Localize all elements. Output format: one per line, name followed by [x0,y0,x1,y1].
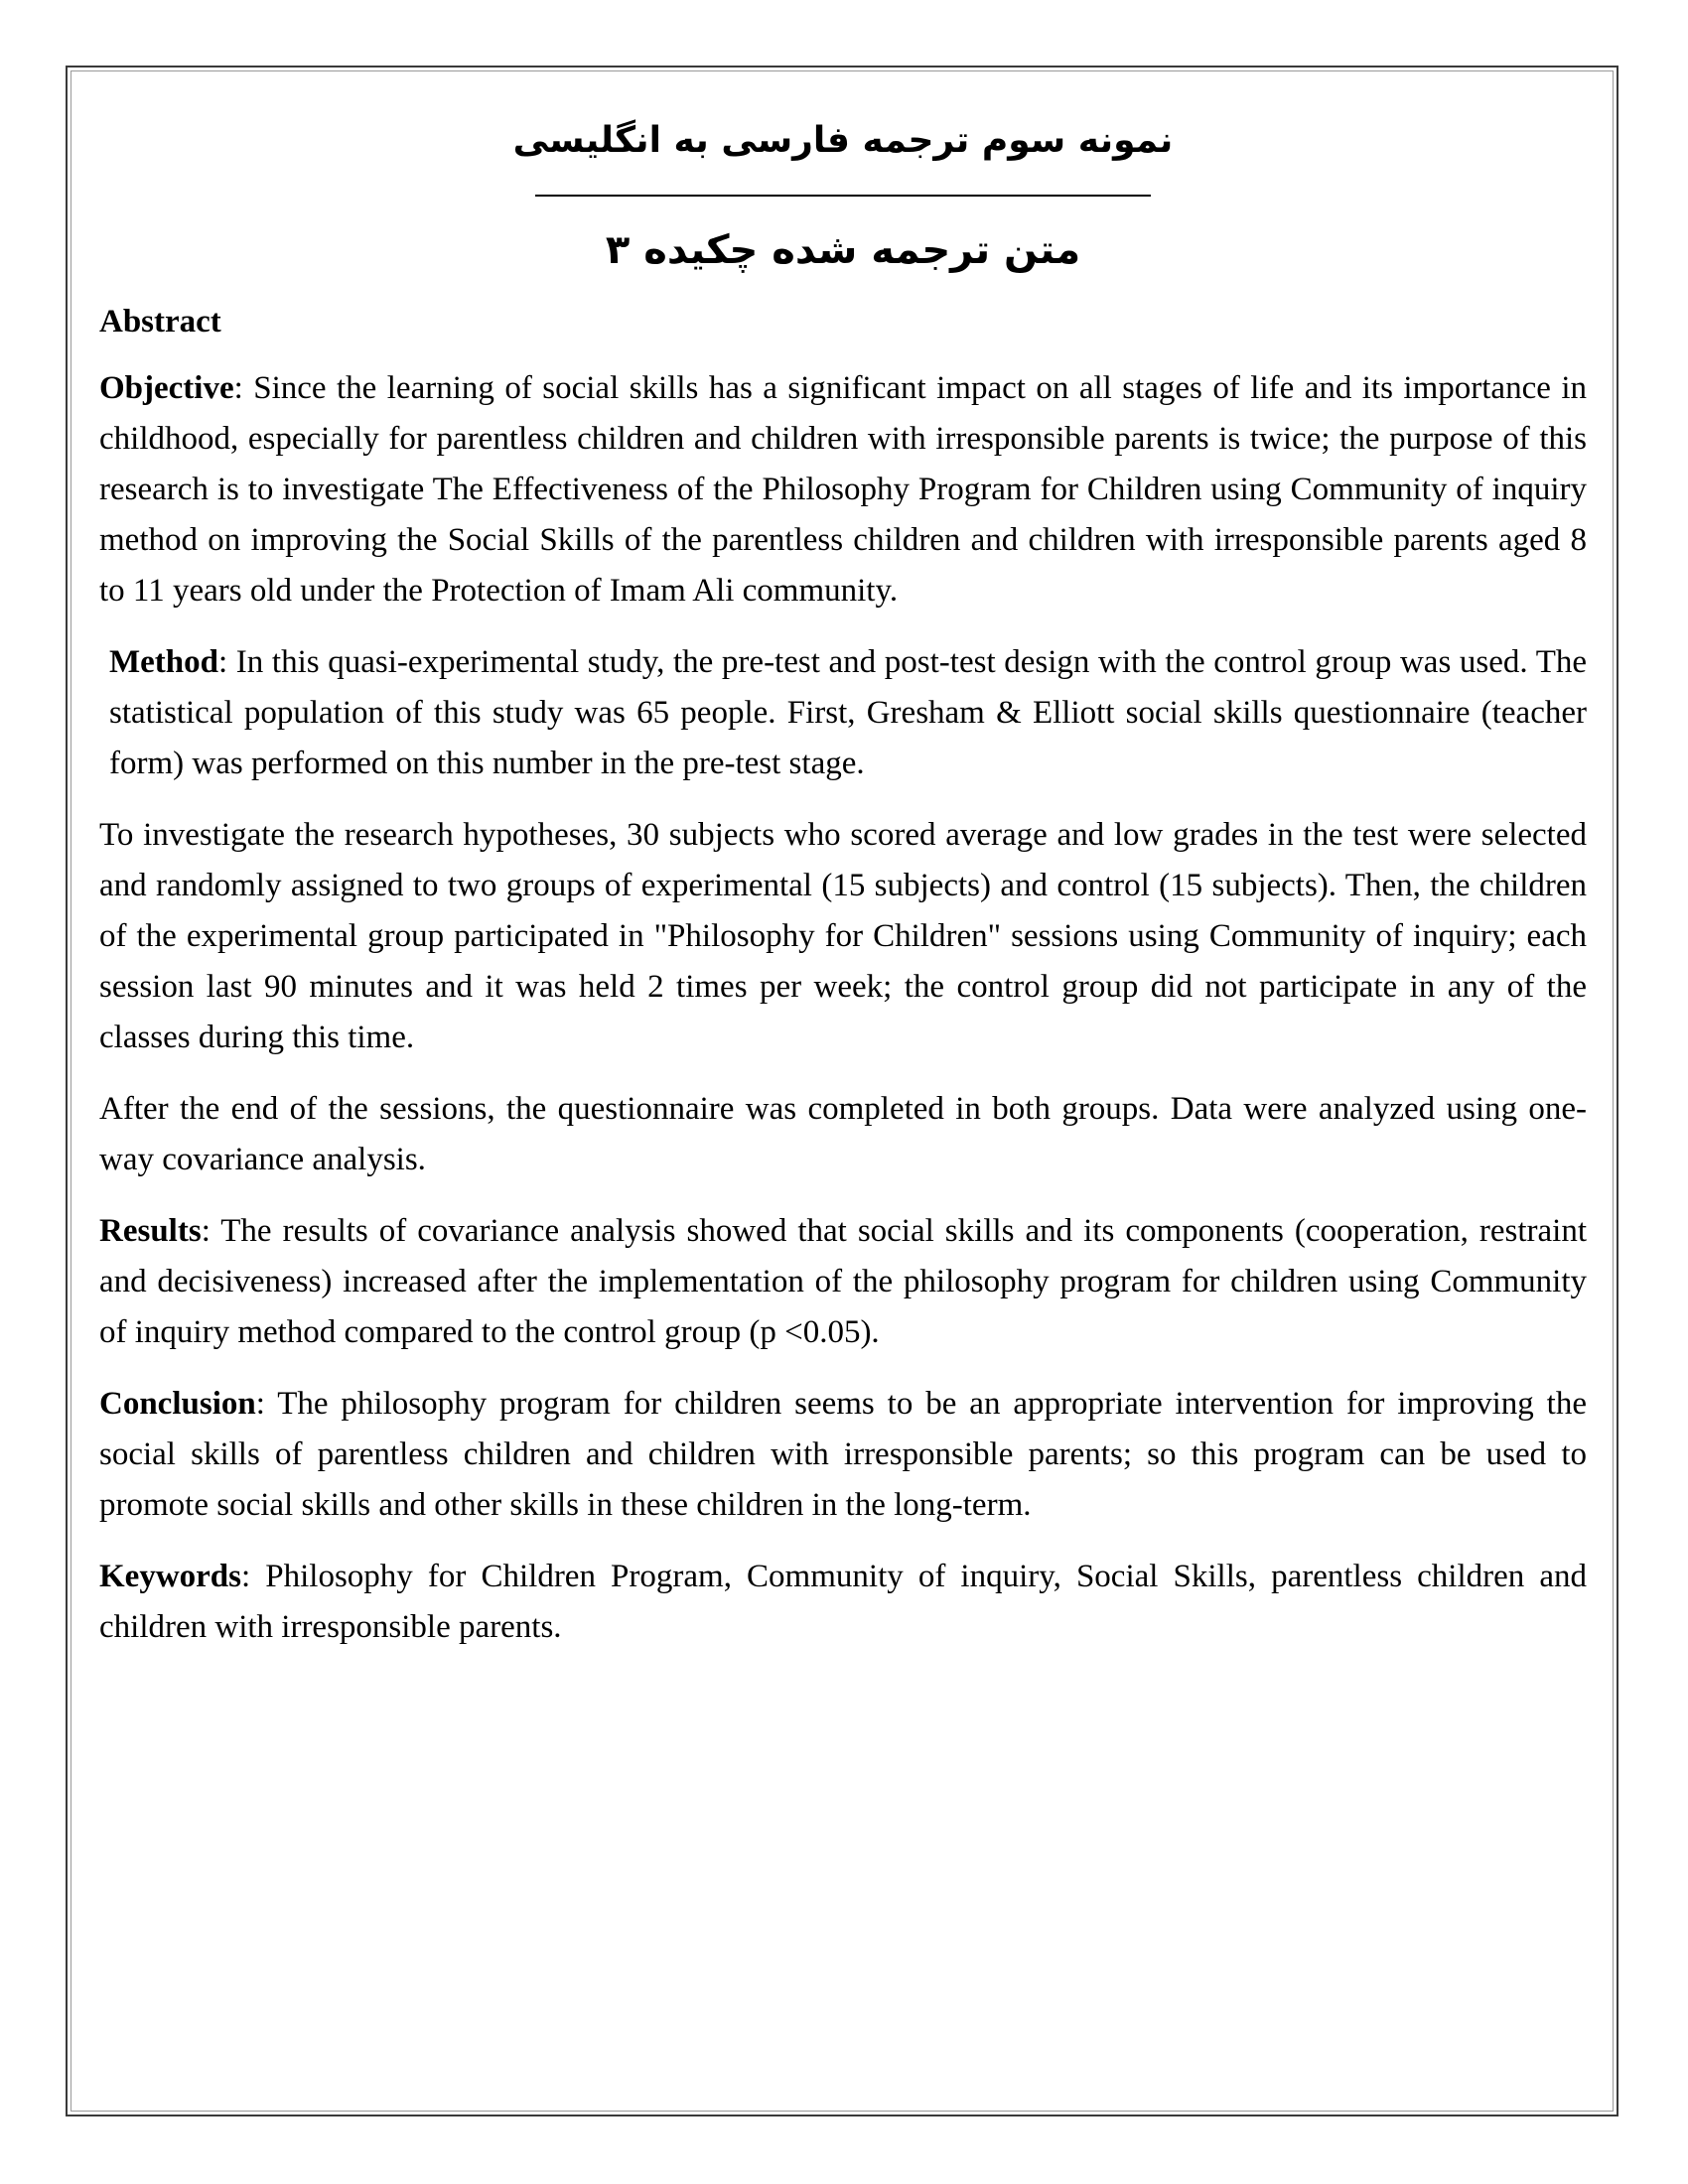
translated-abstract-heading: متن ترجمه شده چکیده ۳ [605,227,1081,273]
objective-paragraph [99,363,1587,616]
method-label: Method [109,644,218,680]
objective-text: : Since the learning of social skills has a significant impact on all stages of life and its importance in childhood, especially for parentless children and children with irresponsible parents is twice; the purpose of this research is to investigate The Effectiveness of the Philosophy Program for Children using Community of inquiry method on improving the Social Skills of the parentless children and children with irresponsible parents aged 8 to 11 years old under the Protection of Imam Ali community. [99,370,1587,609]
document-body [99,111,1587,1674]
method-continued-paragraph-2: After the end of the sessions, the questionnaire was completed in both groups. Data were analyzed using one-way covariance analysis. [99,1091,1587,1177]
results-text: : The results of covariance analysis showed that social skills and its components (cooperation, restraint and decisiveness) increased after the implementation of the philosophy program for children using Community of inquiry method compared to the control group (p <0.05). [99,1213,1587,1350]
keywords-text: : Philosophy for Children Program, Community of inquiry, Social Skills, parentless children and children with irresponsible parents. [99,1559,1587,1645]
abstract-heading: Abstract [99,304,221,340]
results-label: Results [99,1213,202,1249]
method-continued-paragraph-1: To investigate the research hypotheses, 30 subjects who scored average and low grades in the test were selected and randomly assigned to two groups of experimental (15 subjects) and control (15 subjects). Then, the children of the experimental group participated in "Philosophy for Children" sessions using Community of inquiry; each session last 90 minutes and it was held 2 times per week; the control group did not participate in any of the classes during this time. [99,817,1587,1055]
method-text: : In this quasi-experimental study, the pre-test and post-test design with the control group was used. The statistical population of this study was 65 people. First, Gresham & Elliott social skills questionnaire (teacher form) was performed on this number in the pre-test stage. [109,644,1587,781]
results-paragraph [99,1206,1587,1358]
keywords-label: Keywords [99,1559,241,1594]
conclusion-text: : The philosophy program for children seems to be an appropriate intervention for improving the social skills of parentless children and children with irresponsible parents; so this program can be used to promote social skills and other skills in these children in the long-term. [99,1386,1587,1523]
conclusion-paragraph [99,1379,1587,1531]
objective-label: Objective [99,370,234,406]
conclusion-label: Conclusion [99,1386,256,1422]
sample-title: نمونه سوم ترجمه فارسی به انگلیسی [512,120,1174,161]
method-paragraph [99,637,1587,789]
title-divider [535,195,1151,197]
keywords-paragraph [99,1552,1587,1653]
